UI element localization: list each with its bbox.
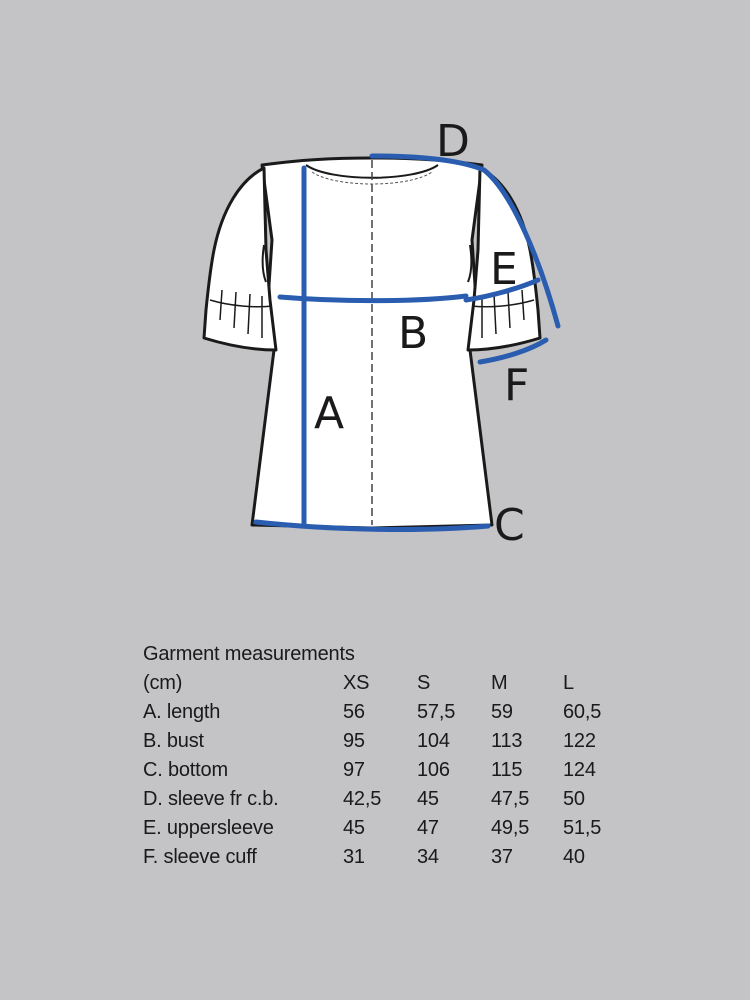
cell-xs: 45: [343, 817, 365, 839]
row-label: E. uppersleeve: [143, 817, 274, 839]
label-c: C: [494, 500, 525, 551]
header-size-s: S: [417, 672, 431, 694]
table-row: [143, 814, 663, 843]
cell-xs: 97: [343, 759, 365, 781]
cell-s: 34: [417, 846, 439, 868]
table-row: [143, 698, 663, 727]
cell-m: 115: [491, 759, 523, 781]
cell-l: 40: [563, 846, 585, 868]
cell-m: 49,5: [491, 817, 530, 839]
cell-l: 124: [563, 759, 596, 781]
row-label: D. sleeve fr c.b.: [143, 788, 279, 810]
cell-m: 113: [491, 730, 523, 752]
cell-l: 51,5: [563, 817, 602, 839]
row-label: F. sleeve cuff: [143, 846, 257, 868]
table-header-row: [143, 669, 663, 698]
header-size-l: L: [563, 672, 574, 694]
header-size-m: M: [491, 672, 508, 694]
cell-s: 45: [417, 788, 439, 810]
label-e: E: [490, 244, 518, 295]
label-a: A: [314, 388, 345, 439]
cell-xs: 95: [343, 730, 365, 752]
table-row: [143, 727, 663, 756]
cell-s: 106: [417, 759, 450, 781]
row-label: A. length: [143, 701, 221, 723]
header-size-xs: XS: [343, 672, 370, 694]
measurements-table: [143, 640, 663, 872]
row-label: B. bust: [143, 730, 204, 752]
cell-xs: 42,5: [343, 788, 382, 810]
table-row: [143, 785, 663, 814]
cell-m: 59: [491, 701, 513, 723]
cell-l: 122: [563, 730, 596, 752]
cell-s: 104: [417, 730, 450, 752]
table-row: [143, 756, 663, 785]
cell-s: 47: [417, 817, 439, 839]
left-sleeve: [204, 168, 276, 350]
table-row: [143, 843, 663, 872]
cell-m: 37: [491, 846, 513, 868]
header-unit: (cm): [143, 672, 183, 694]
cell-s: 57,5: [417, 701, 456, 723]
label-d: D: [436, 116, 470, 167]
label-f: F: [504, 360, 530, 411]
cell-l: 60,5: [563, 701, 602, 723]
cell-xs: 31: [343, 846, 365, 868]
cell-m: 47,5: [491, 788, 530, 810]
row-label: C. bottom: [143, 759, 228, 781]
cell-l: 50: [563, 788, 585, 810]
table-title: Garment measurements: [143, 643, 355, 665]
cell-xs: 56: [343, 701, 365, 723]
label-b: B: [398, 308, 429, 359]
